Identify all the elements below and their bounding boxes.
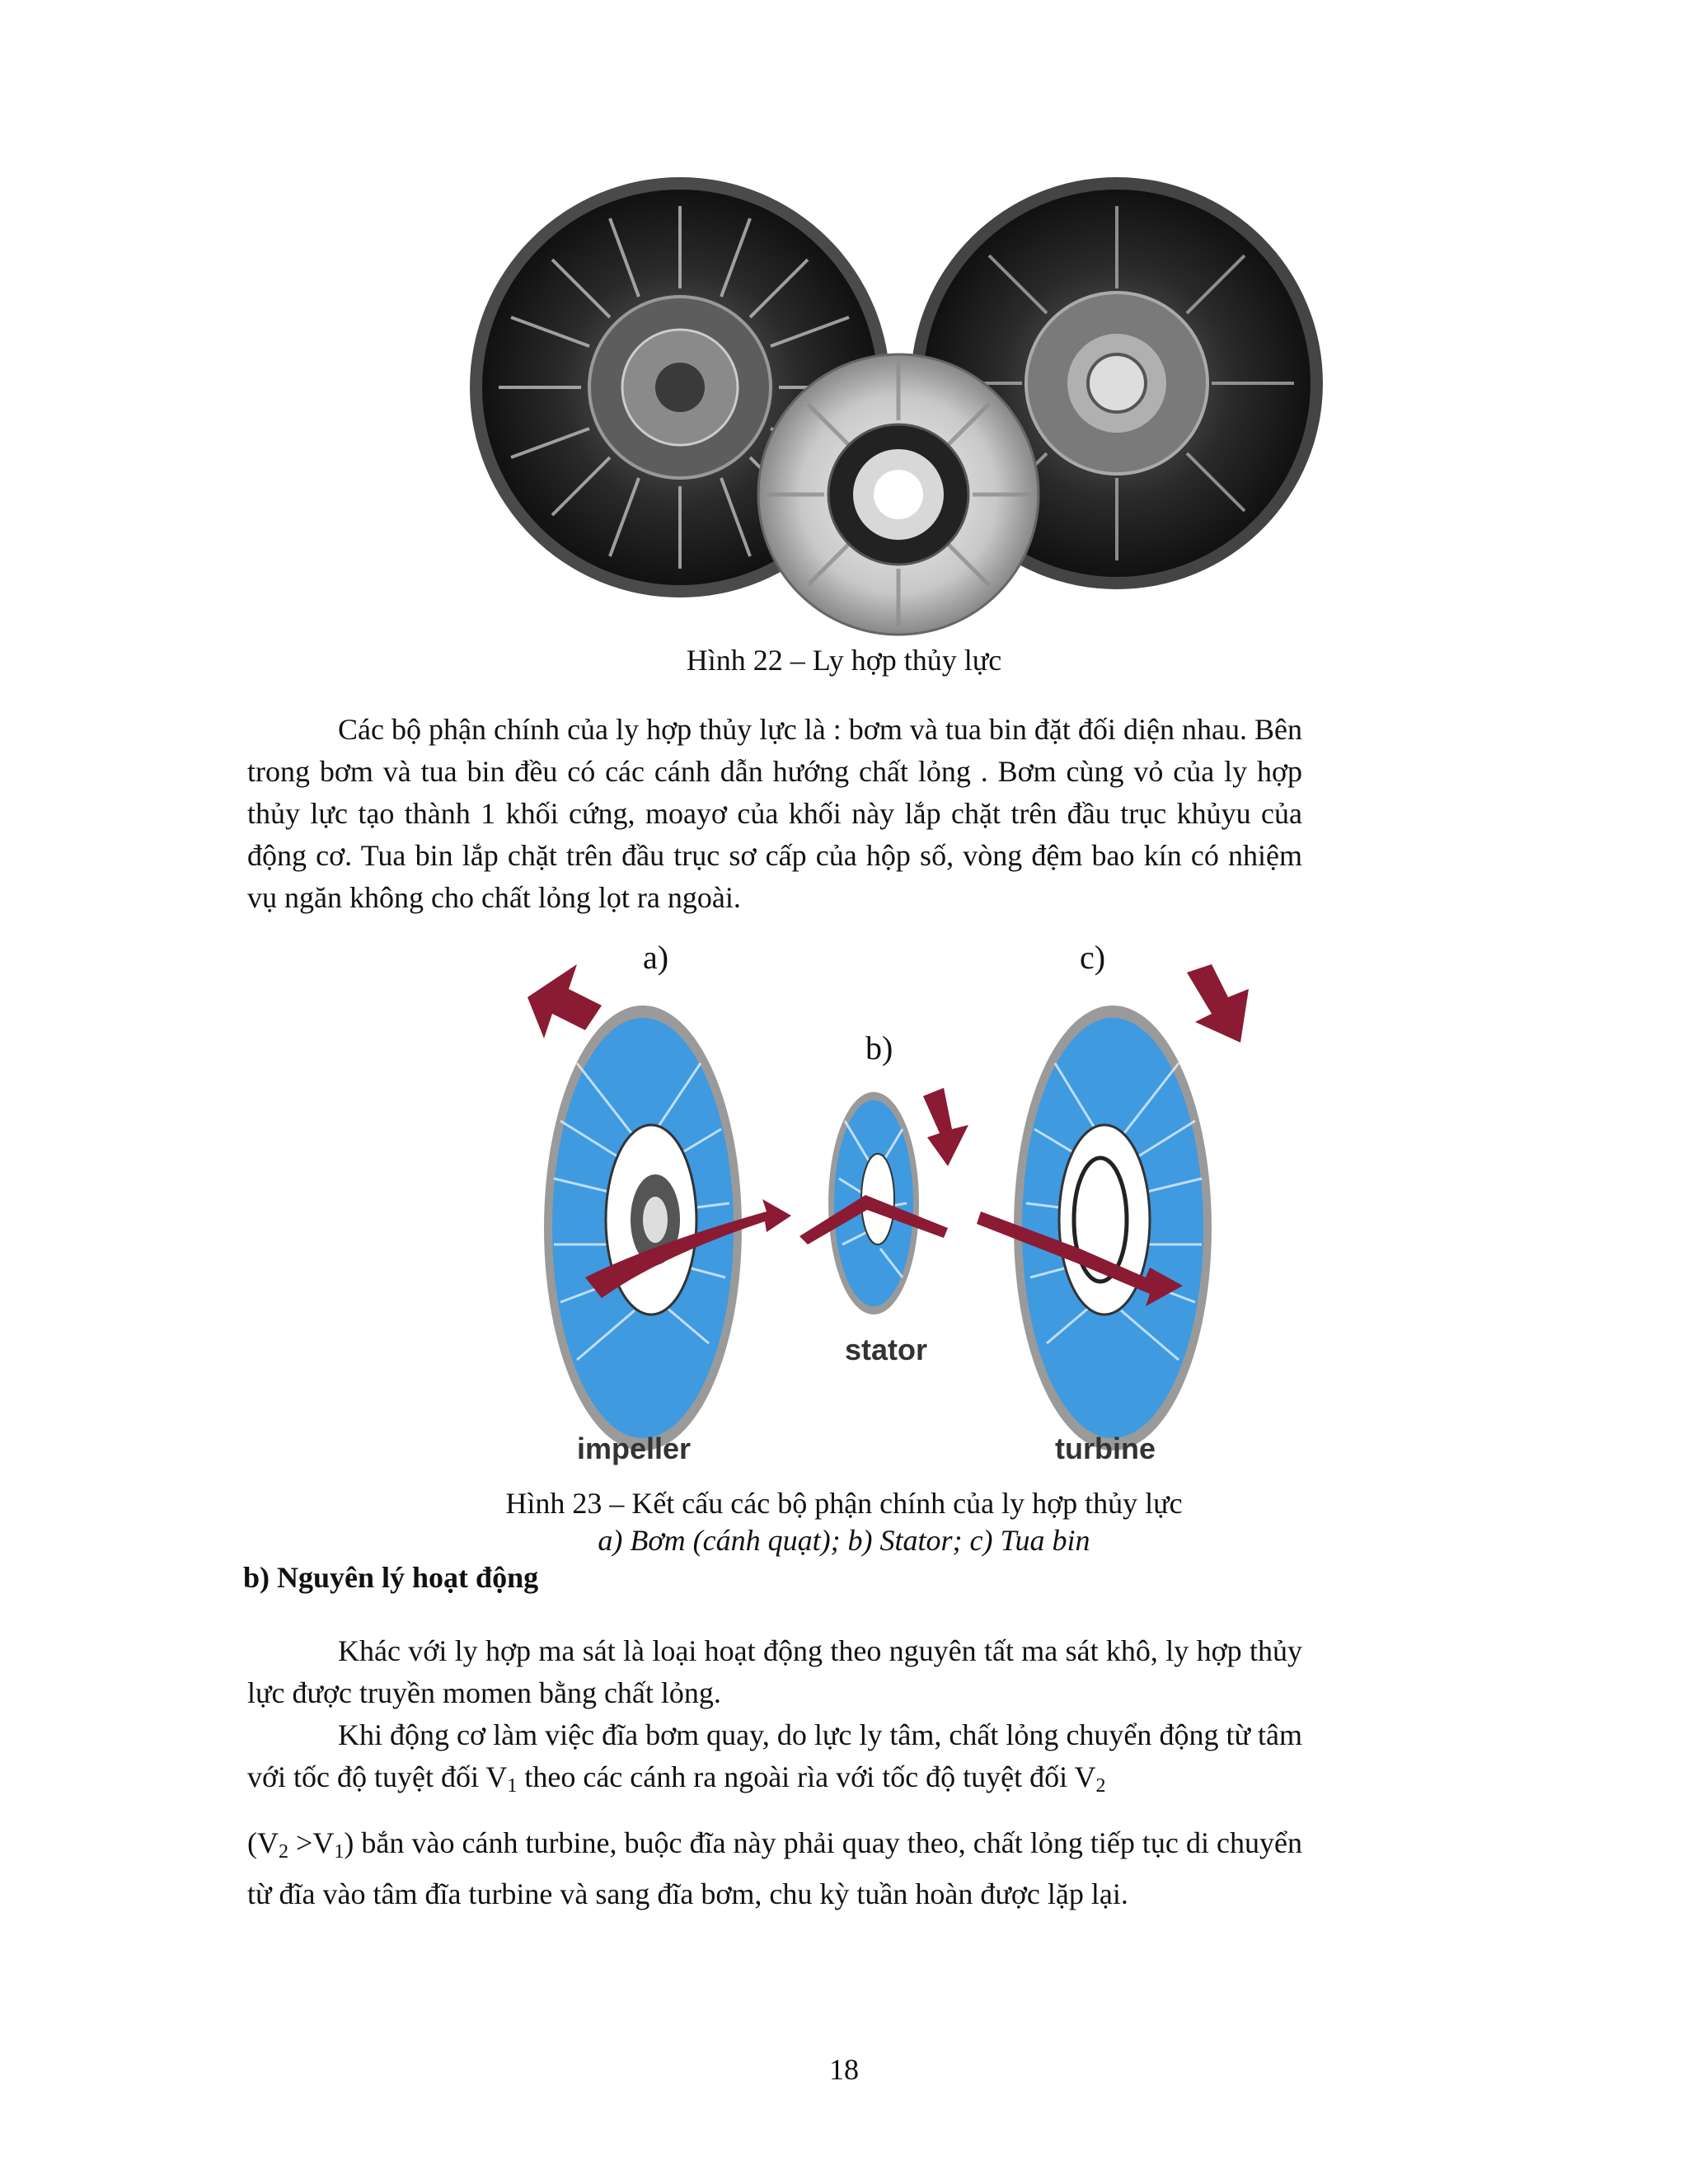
section-heading: b) Nguyên lý hoạt động (243, 1561, 539, 1594)
label-c: c) (1080, 939, 1106, 976)
intro-text: Các bộ phận chính của ly hợp thủy lực là : bơm và tua bin đặt đối diện nhau. Bên trong bơm và tua bin đều có các cánh dẫn hướng chất lỏng . Bơm cùng vỏ của ly hợp thủy lực tạo thành 1 khối cứng, moayơ của khối này lắp chặt trên đầu trục khủyu của động cơ. Tua bin lắp chặt trên đầu trục sơ cấp của hộp số, vòng đệm bao kín có nhiệm vụ ngăn không cho chất lỏng lọt ra ngoài. (247, 713, 1302, 914)
page-number: 18 (829, 2053, 859, 2086)
figure-23-subcaption: a) Bơm (cánh quạt); b) Stator; c) Tua bin (598, 1524, 1090, 1557)
paragraph-3: $(V_2 >V_1)$ bắn vào cánh turbine, buộc đĩa này phải quay theo, chất lỏng tiếp tục di chuyển từ đĩa vào tâm đĩa turbine và sang đĩa bơm, chu kỳ tuần hoàn được lặp lại. (247, 1826, 1302, 1910)
figure-23-caption: Hình 23 – Kết cấu các bộ phận chính của ly hợp thủy lực (505, 1487, 1183, 1520)
turbine-rotation-arrow (1187, 964, 1249, 1043)
label-b: b) (865, 1029, 893, 1066)
stator-rotation-arrow (923, 1088, 968, 1166)
label-a: a) (643, 939, 669, 976)
label-turbine: turbine (1055, 1432, 1156, 1465)
torque-converter-photo (462, 173, 1327, 651)
paragraph-2: Khi động cơ làm việc đĩa bơm quay, do lực ly tâm, chất lỏng chuyển động từ tâm với tốc độ tuyệt đối $V_1$ theo các cánh ra ngoài rìa với tốc độ tuyệt đối $V_2$ (247, 1718, 1302, 1797)
paragraph-1: Khác với ly hợp ma sát là loại hoạt động theo nguyên tất ma sát khô, ly hợp thủy lực được truyền momen bằng chất lỏng. (247, 1634, 1302, 1709)
label-stator: stator (845, 1333, 928, 1366)
impeller-rotation-arrow (528, 964, 602, 1038)
turbine-diagram (1014, 1005, 1212, 1451)
intro-paragraph (247, 709, 1302, 919)
stator-photo (758, 354, 1039, 635)
figure-23-diagram (486, 931, 1269, 1475)
section-paragraphs (247, 1630, 1302, 1915)
figure-22-caption: Hình 22 – Ly hợp thủy lực (686, 644, 1002, 677)
label-impeller: impeller (577, 1432, 692, 1465)
